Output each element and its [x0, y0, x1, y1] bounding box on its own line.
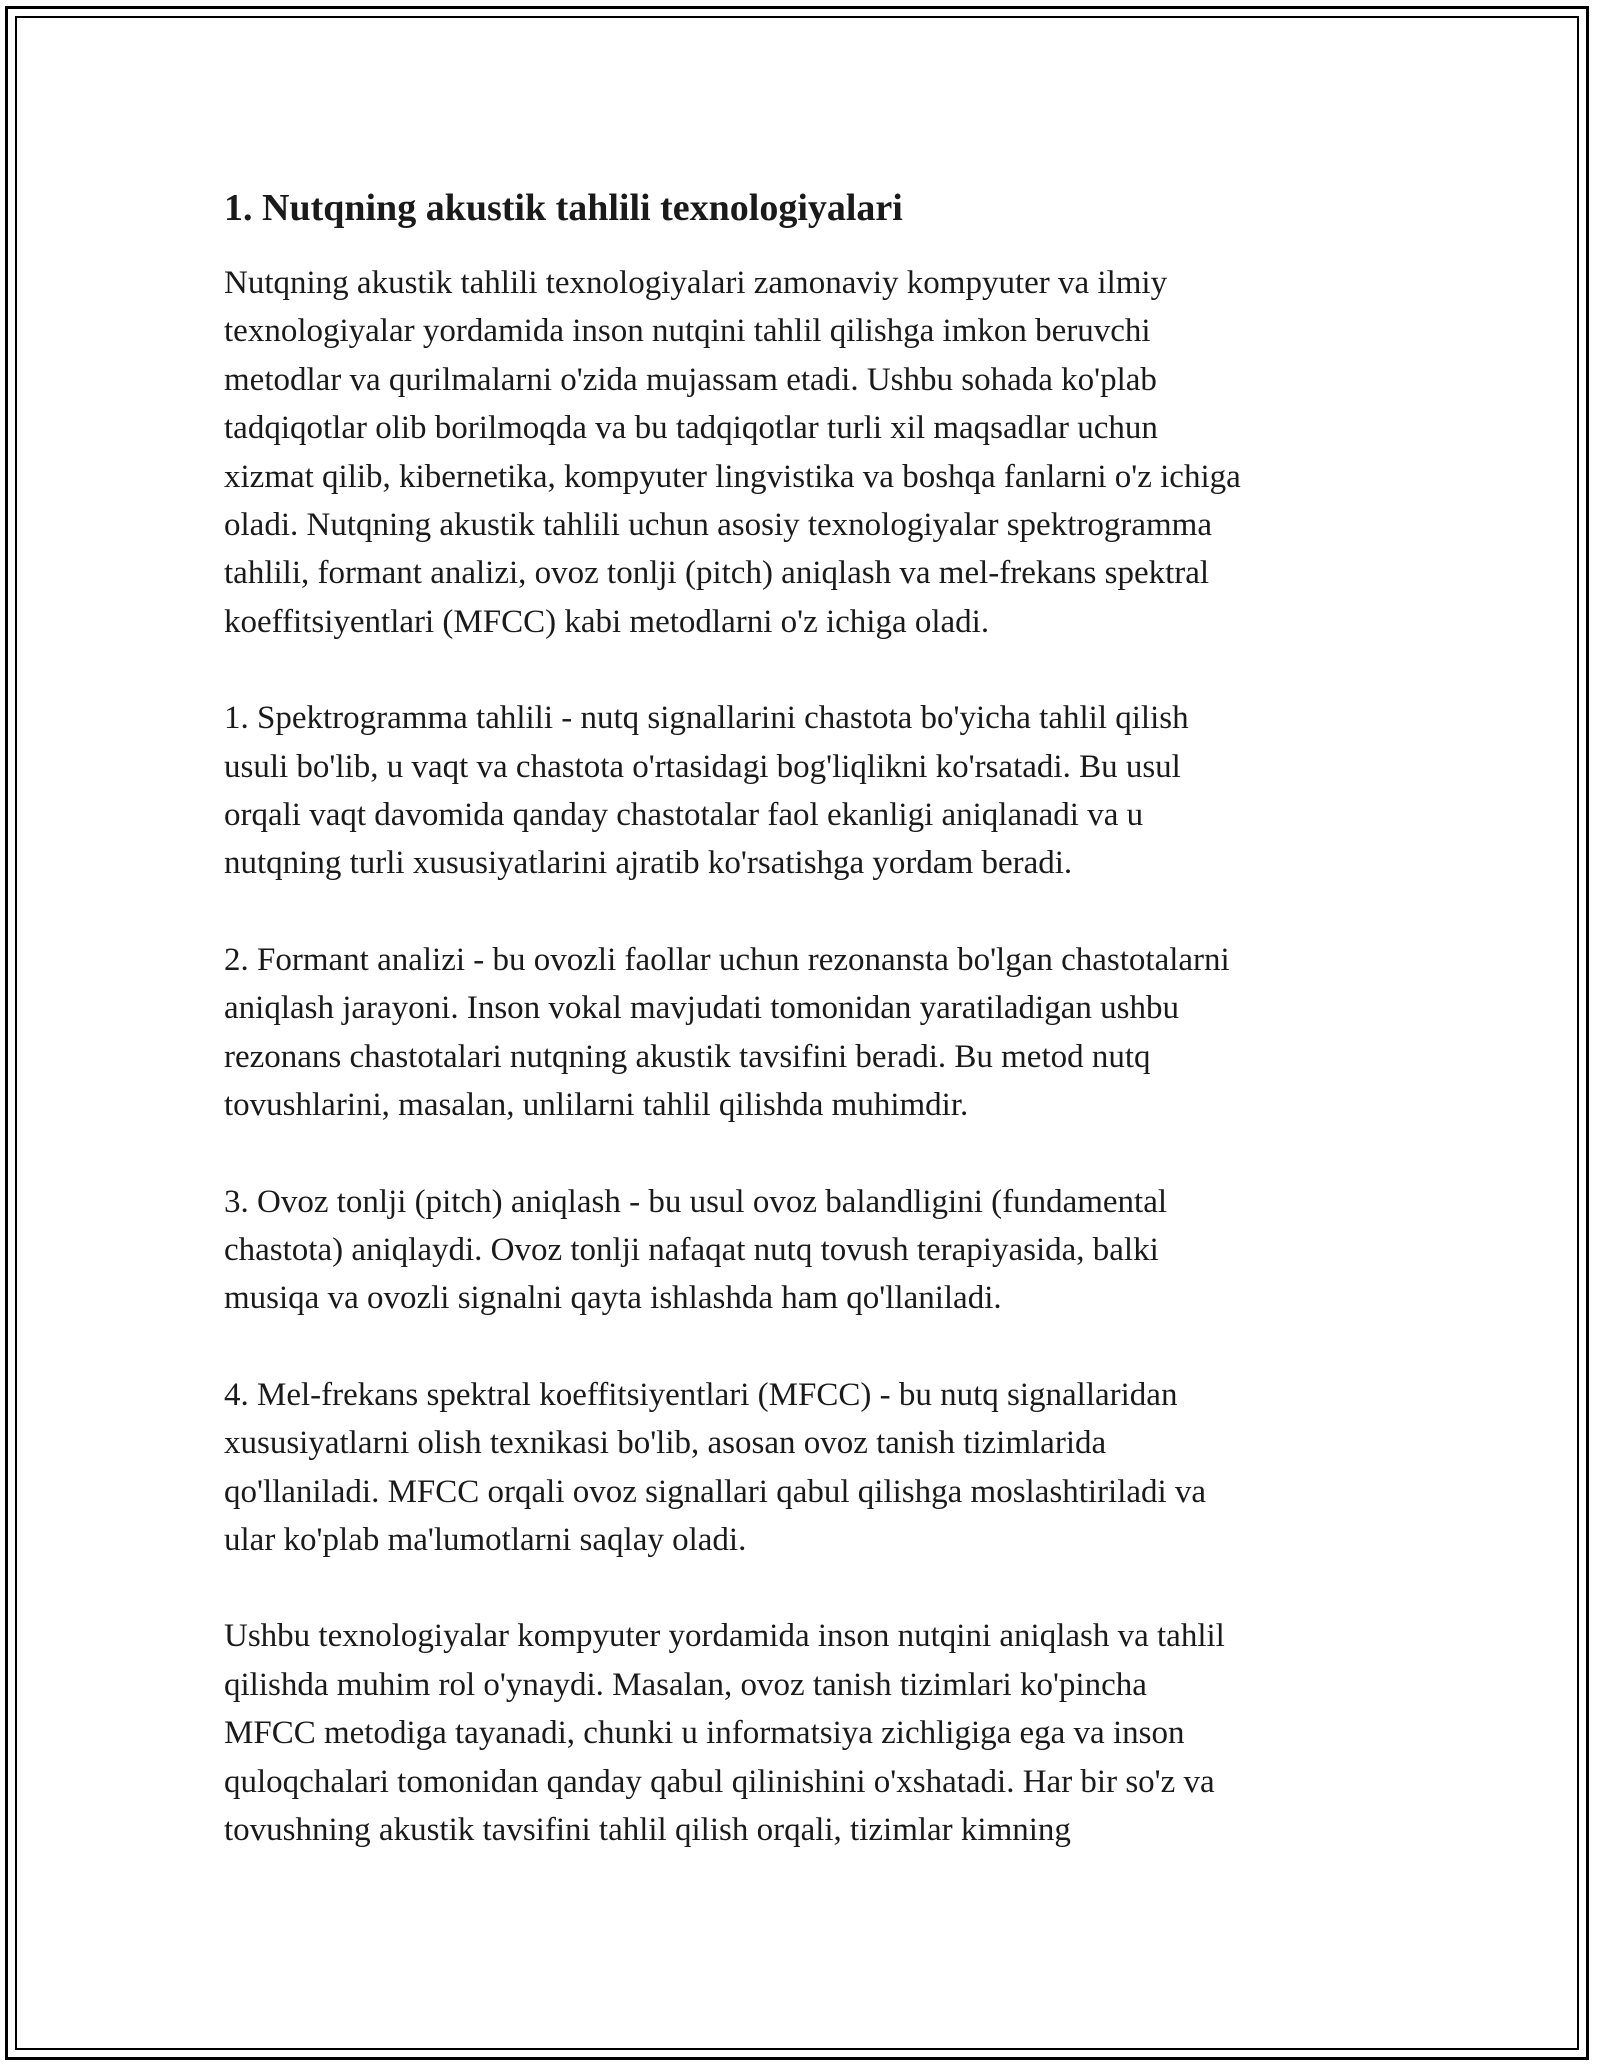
paragraph-mfcc: 4. Mel-frekans spektral koeffitsiyentlari (MFCC) - bu nutq signallaridan xususiyatlarni olish texnikasi bo'lib, asosan ovoz tanish tizimlarida qo'llaniladi. MFCC orqali ovoz signallari qabul qilishga moslashtiriladi va ular ko'plab ma'lumotlarni saqlay oladi.: [224, 1376, 1207, 1558]
paragraph-conclusion: Ushbu texnologiyalar kompyuter yordamida inson nutqini aniqlash va tahlil qilishda muhim rol o'ynaydi. Masalan, ovoz tanish tizimlari ko'pincha MFCC metodiga tayanadi, chunki u informatsiya zichligiga ega va inson quloqchalari tomonidan qanday qabul qilinishini o'xshatadi. Har bir so'z va tovushning akustik tavsifini tahlil qilish orqali, tizimlar kimning: [224, 1618, 1225, 1848]
paragraph-intro: Nutqning akustik tahlili texnologiyalari zamonaviy kompyuter va ilmiy texnologiyalar yordamida inson nutqini tahlil qilishga imkon beruvchi metodlar va qurilmalarni o'zida mujassam etadi. Ushbu sohada ko'plab tadqiqotlar olib borilmoqda va bu tadqiqotlar turli xil maqsadlar uchun xizmat qilib, kibernetika, kompyuter lingvistika va boshqa fanlarni o'z ichiga oladi. Nutqning akustik tahlili uchun asosiy texnologiyalar spektrogramma tahlili, formant analizi, ovoz tonlji (pitch) aniqlash va mel-frekans spektral koeffitsiyentlari (MFCC) kabi metodlarni o'z ichiga oladi.: [224, 265, 1241, 640]
paragraph-formant: 2. Formant analizi - bu ovozli faollar uchun rezonansta bo'lgan chastotalarni aniqlash jarayoni. Inson vokal mavjudati tomonidan yaratiladigan ushbu rezonans chastotalari nutqning akustik tavsifini beradi. Bu metod nutq tovushlarini, masalan, unlilarni tahlil qilishda muhimdir.: [224, 941, 1230, 1124]
section-heading: 1. Nutqning akustik tahlili texnologiyalari: [224, 187, 903, 229]
paragraph-spectrogram: 1. Spektrogramma tahlili - nutq signallarini chastota bo'yicha tahlil qilish usuli bo'lib, u vaqt va chastota o'rtasidagi bog'liqlikni ko'rsatadi. Bu usul orqali vaqt davomida qanday chastotalar faol ekanligi aniqlanadi va u nutqning turli xususiyatlarini ajratib ko'rsatishga yordam beradi.: [224, 700, 1189, 882]
paragraph-pitch: 3. Ovoz tonlji (pitch) aniqlash - bu usul ovoz balandligini (fundamental chastota) aniqlaydi. Ovoz tonlji nafaqat nutq tovush terapiyasida, balki musiqa va ovozli signalni qayta ishlashda ham qo'llaniladi.: [224, 1183, 1168, 1317]
document-body: [224, 184, 1384, 1854]
